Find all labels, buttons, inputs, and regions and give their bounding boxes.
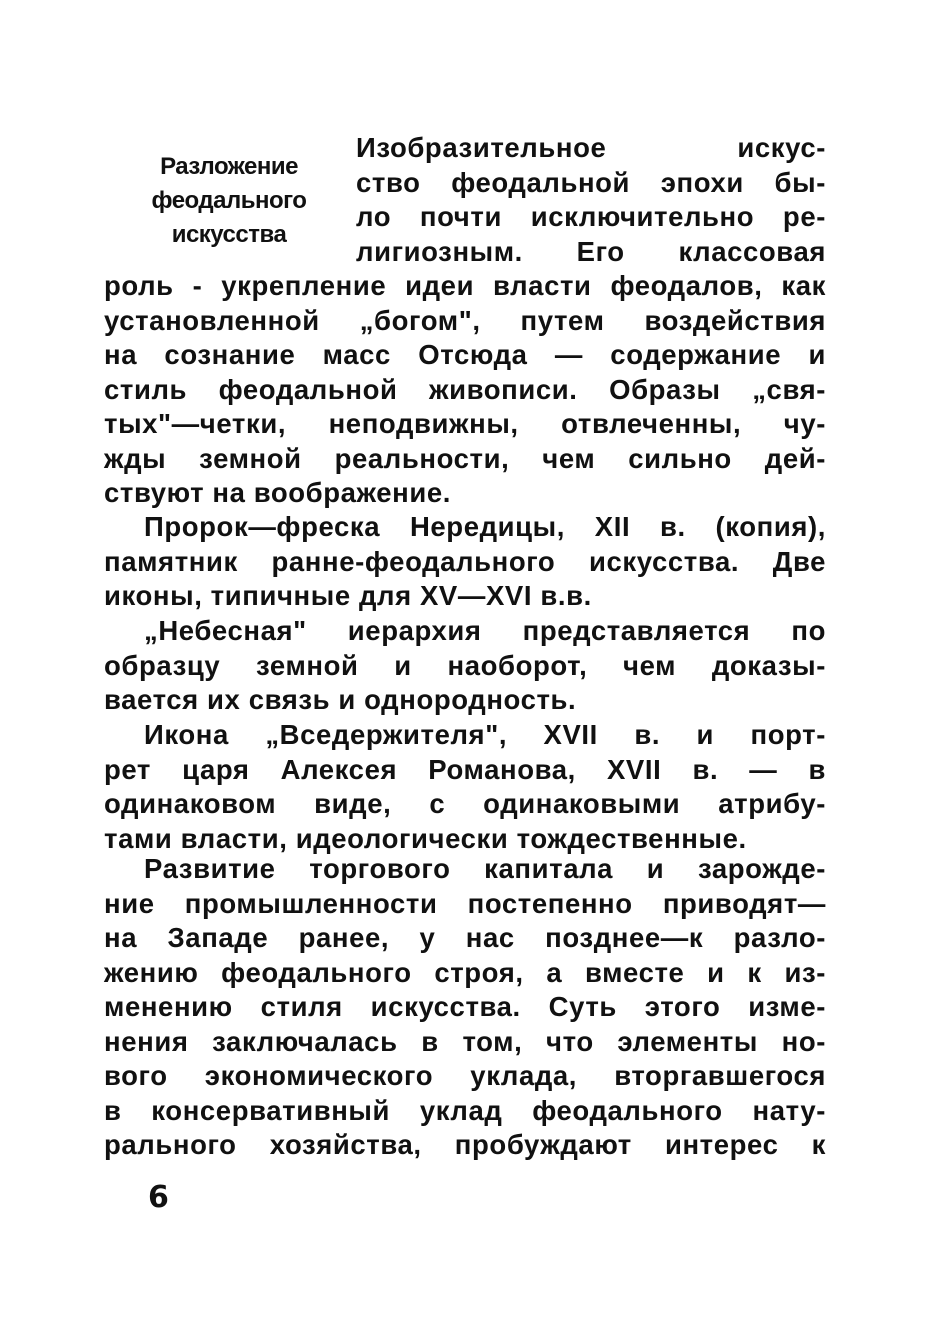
side-heading-line: феодального [151,187,307,214]
text-line: иконы, типичные для XV—XVI в.в. [104,580,592,611]
side-heading-line: Разложение [160,153,298,180]
paragraph-icon-portrait [104,718,826,856]
text-line: установленной „богом", путем воздействия [104,304,826,336]
paragraph-hierarchy [104,614,826,718]
paragraph-prophet [104,510,826,614]
text-line: менению стиля искусства. Суть этого изме- [104,991,826,1022]
text-line: в консервативный уклад феодального нату- [104,1094,826,1126]
text-line: ствуют на воображение. [104,477,452,508]
text-line: одинаковом виде, с одинаковыми атрибу- [104,788,826,819]
text-line: вого экономического уклада, вторгавшегося [104,1060,826,1091]
side-heading-line: искусства [171,221,287,248]
text-line: жды земной реальности, чем сильно дей- [104,442,826,474]
text-line: ние промышленности постепенно приводят— [104,887,826,919]
text-line: на сознание масс Отсюда — содержание и [104,339,826,370]
text-line: тых"—четки, неподвижны, отвлеченны, чу- [104,408,826,439]
text-line: Развитие торгового капитала и зарожде- [144,853,826,884]
page-number: 6 [148,1180,169,1215]
text-line: роль - укрепление идеи власти феодалов, как [104,270,826,301]
text-line: на Западе ранее, у нас позднее—к разло- [104,922,826,953]
text-line: Изобразительное искус- [356,132,826,163]
text-line: стиль феодальной живописи. Образы „свя- [104,373,826,405]
text-line: памятник ранне-феодального искусства. Две [104,545,826,577]
paragraph-capital-development [104,852,826,1163]
text-line: лигиозным. Его классовая [356,235,826,267]
text-line: ство феодальной эпохи бы- [356,166,826,198]
text-line: жению феодального строя, а вместе и к из- [104,956,826,988]
text-line: рет царя Алексея Романова, XVII в. — в [104,753,826,785]
text-line: ло почти исключительно ре- [356,201,826,232]
text-line: рального хозяйства, пробуждают интерес к [104,1129,826,1160]
text-line: „Небесная" иерархия представляется по [144,615,826,646]
text-line: тами власти, идеологически тождественные. [104,822,747,854]
text-line: образцу земной и наоборот, чем доказы- [104,649,826,681]
text-line: вается их связь и однородность. [104,684,577,715]
text-line: Икона „Вседержителя", XVII в. и порт- [144,719,826,750]
paragraph-feudal-art [104,131,826,511]
text-line: Пророк—фреска Нередицы, XII в. (копия), [144,511,826,542]
text-line: нения заключалась в том, что элементы но- [104,1025,826,1057]
